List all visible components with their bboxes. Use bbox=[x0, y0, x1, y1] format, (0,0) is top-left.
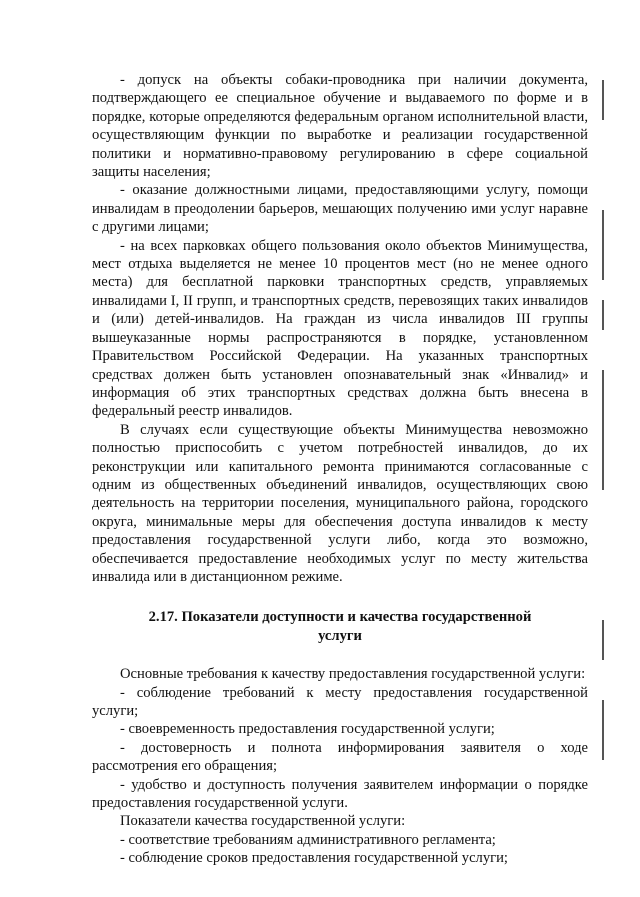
scan-edge-artifact bbox=[602, 60, 610, 780]
list-item: - соблюдение требований к месту предоставления государственной услуги; bbox=[92, 684, 588, 719]
list-item: - удобство и доступность получения заявителем информации о порядке предоставления государственной услуги. bbox=[92, 776, 588, 812]
list-item: - соблюдение сроков предоставления государственной услуги; bbox=[120, 850, 508, 867]
paragraph-guide-dog: - допуск на объекты собаки-проводника при наличии документа, подтверждающего ее специальное обучение и выдаваемого по форме и в порядке, которые определяются федеральным органом исполнительной власти, осуществляющим функции по выработке и реализации государственной политики и нормативно-правовому регулированию в сфере социальной защиты населения; bbox=[92, 72, 588, 181]
list-item: - достоверность и полнота информирования заявителя о ходе рассмотрения его обращения; bbox=[92, 739, 588, 775]
list-item: - своевременность предоставления государственной услуги; bbox=[120, 721, 495, 738]
paragraph-officials-assistance: - оказание должностными лицами, предоставляющими услугу, помощи инвалидам в преодолении барьеров, мешающих получению ими услуг наравне с другими лицами; bbox=[92, 182, 588, 236]
paragraph-existing-objects: В случаях если существующие объекты Минимущества невозможно полностью приспособить с учетом потребностей инвалидов, до их реконструкции или капитального ремонта принимаются согласованные с одним из общественных объединений инвалидов, осуществляющих свою деятельность на территории поселения, муниципального района, городского округа, минимальные меры для обеспечения доступа инвалидов к месту предоставления государственной услуги либо, когда это возможно, обеспечивается предоставление необходимых услуг по месту жительства инвалида или в дистанционном режиме. bbox=[92, 421, 588, 585]
list-item: - соответствие требованиям административного регламента; bbox=[120, 831, 496, 848]
paragraph-parking: - на всех парковках общего пользования около объектов Минимущества, мест отдыха выделяется не менее 10 процентов мест (но не менее одного места) для бесплатной парковки транспортных средств, управляемых инвалидами I, II групп, и транспортных средств, перевозящих таких инвалидов и (или) детей-инвалидов. На граждан из числа инвалидов III группы вышеуказанные нормы распространяются в порядке, установленном Правительством Российской Федерации. На указанных транспортных средствах должен быть установлен опознавательный знак «Инвалид» и информация об этих транспортных средствах должна быть внесена в федеральный реестр инвалидов. bbox=[92, 237, 588, 420]
document-page bbox=[92, 71, 588, 868]
section-heading: 2.17. Показатели доступности и качества государственной услуги bbox=[148, 609, 532, 644]
paragraph-quality-indicators: Показатели качества государственной услуги: bbox=[120, 813, 406, 830]
paragraph-quality-requirements: Основные требования к качеству предоставления государственной услуги: bbox=[120, 666, 586, 683]
